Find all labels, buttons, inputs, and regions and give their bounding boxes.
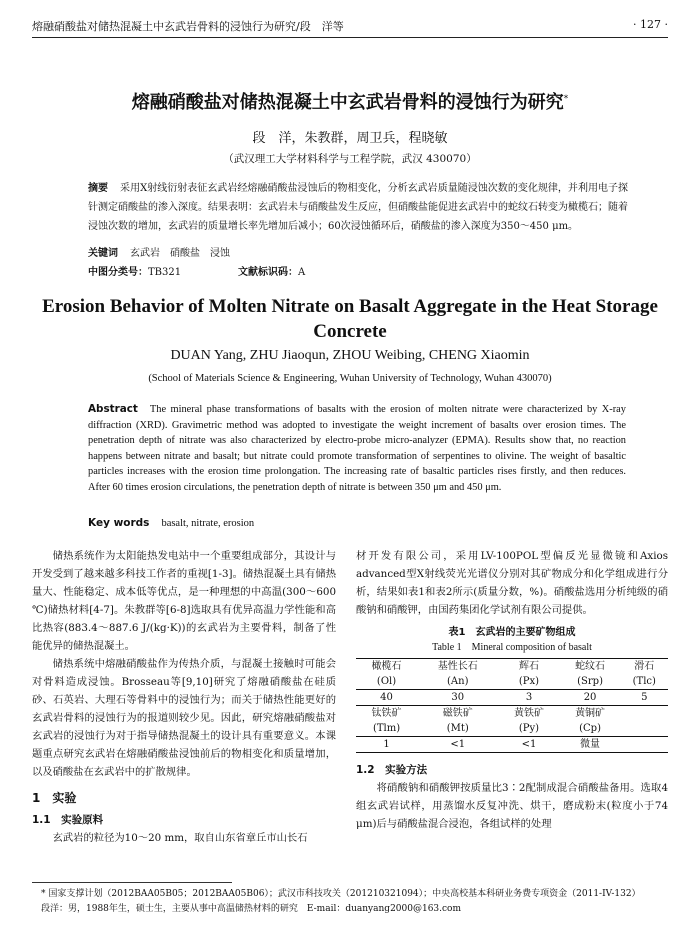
abstract-zh (88, 179, 628, 236)
clc-label: 中图分类号： (88, 267, 148, 278)
intro-paragraph-2: 储热系统中熔融硝酸盐作为传热介质，与混凝土接触时可能会对骨料造成浸蚀。Brosseau等[9,10]研究了熔融硝酸盐在硅质砂、石英岩、大理石等骨料中的浸蚀行为；而关于储热性能更好的玄武岩骨料的浸蚀行为的报道则较少见。因此，研究熔融硝酸盐对玄武岩的浸蚀行为对于指导储热混凝土的设计具有重要意义。本课题重点研究玄武岩在熔融硝酸盐浸蚀前后的物相变化和质量增加，以及硝酸盐在玄武岩中的扩散规律。 (32, 658, 336, 778)
table-cell: 1 (356, 737, 417, 753)
footnotes (32, 887, 668, 917)
table-row (356, 659, 668, 675)
table-row (356, 721, 668, 737)
table-cell: 基性长石 (417, 659, 498, 675)
running-head (32, 14, 668, 34)
keywords-zh-text: 玄武岩 硝酸盐 浸蚀 (130, 248, 230, 259)
title-footnote-mark: * (563, 94, 569, 104)
table-cell: 辉石 (498, 659, 559, 675)
body-left-column (32, 547, 336, 847)
affiliation-zh: （武汉理工大学材料科学与工程学院，武汉 430070） (223, 153, 477, 165)
running-head-title: 熔融硝酸盐对储热混凝土中玄武岩骨料的浸蚀行为研究/段 洋等 (32, 20, 344, 33)
doc-code-value: A (298, 267, 306, 278)
keywords-zh (88, 244, 628, 259)
table-cell: 40 (356, 690, 417, 706)
table-cell: 滑石 (621, 659, 668, 675)
table-cell: (Tlm) (372, 723, 401, 734)
doc-code (238, 263, 305, 278)
table-cell: (Ol) (376, 676, 397, 687)
table-cell: 蛇纹石 (560, 659, 621, 675)
table-cell: 5 (621, 690, 668, 706)
abstract-en-label: Abstract (88, 403, 138, 415)
table-cell: 橄榄石 (356, 659, 417, 675)
page-number: · 127 · (633, 18, 668, 31)
subsection-heading-method: 1.2 实验方法 (356, 764, 428, 776)
title-zh-text: 熔融硝酸盐对储热混凝土中玄武岩骨料的浸蚀行为研究 (131, 92, 564, 113)
abstract-en-text: The mineral phase transformations of basalts with the erosion of molten nitrate were characterized by X-ray diffraction (XRD). Gravimetric method was adopted to investigate the weight increment of basalts over erosion times. The penetration depth of nitrate was also characterized by electro-probe micro-analyzer (EPMA). Results show that, no reaction happens between nitrate and basalt; but nitrate could promote transformation of serpentines to olivine. The weight of basaltic particles increases with the erosion time prolongation. The increasing rate of basaltic particles rises firstly, and then reduces. After 60 times erosion circulations, the penetration depth of nitrate is between 350 μm and 450 μm. (88, 404, 626, 493)
abstract-zh-label: 摘要 (88, 183, 109, 194)
table-cell: 钛铁矿 (356, 706, 417, 722)
table-row (356, 706, 668, 722)
table-cell: <1 (417, 737, 498, 753)
table-cell: 20 (560, 690, 621, 706)
materials-paragraph-start: 玄武岩的粒径为10～20 mm，取自山东省章丘市山长石 (52, 832, 308, 844)
table-row (356, 690, 668, 706)
table-cell: (Cp) (579, 723, 601, 734)
authors-en: DUAN Yang, ZHU Jiaoqun, ZHOU Weibing, CHENG Xiaomin (170, 348, 530, 363)
doc-code-label: 文献标识码： (238, 267, 298, 278)
table-cell: (Mt) (446, 723, 469, 734)
table-cell (621, 706, 668, 722)
table-cell: (Srp) (577, 676, 603, 687)
header-rule (32, 37, 668, 38)
table-cell: 30 (417, 690, 498, 706)
table-cell (621, 721, 668, 737)
table-cell: 3 (498, 690, 559, 706)
footnote-rule (32, 882, 232, 883)
table-cell (621, 737, 668, 753)
keywords-zh-label: 关键词 (88, 248, 118, 259)
table-cell: 微量 (560, 737, 621, 753)
abstract-zh-text: 采用X射线衍射表征玄武岩经熔融硝酸盐浸蚀后的物相变化，分析玄武岩质量随浸蚀次数的变化规律，并利用电子探针测定硝酸盐的渗入深度。结果表明：玄武岩未与硝酸盐发生反应，但硝酸盐能促进玄武岩中的蛇纹石转变为橄榄石；随着浸蚀次数的增加，玄武岩的质量增长率先增加后减小；60次浸蚀循环后，硝酸盐的渗入深度为350～450 μm。 (88, 183, 629, 232)
table-cell: 磁铁矿 (417, 706, 498, 722)
materials-paragraph-cont: 材开发有限公司，采用LV-100POL型偏反光显微镜和Axios advanced型X射线荧光光谱仪分别对其矿物成分和化学组成进行分析，结果如表1和表2所示(质量分数，%)。硝酸盐选用分析纯级的硝酸钠和硝酸钾，由国药集团化学试剂有限公司提供。 (356, 550, 668, 616)
table1-caption-zh: 表1 玄武岩的主要矿物组成 (448, 627, 576, 638)
table-cell: 黄铁矿 (498, 706, 559, 722)
keywords-en-text: basalt, nitrate, erosion (161, 518, 255, 529)
table-cell: <1 (498, 737, 559, 753)
abstract-en (88, 402, 626, 496)
table-cell: (Py) (518, 723, 540, 734)
title-en: Erosion Behavior of Molten Nitrate on Basalt Aggregate in the Heat Storage Concrete (42, 296, 658, 342)
table1-mineral-composition (356, 658, 668, 753)
table-row (356, 737, 668, 753)
table-cell: (Tlc) (632, 676, 656, 687)
section-heading-experiment: 1 实验 (32, 791, 77, 805)
affiliation-en: (School of Materials Science & Engineering, Wuhan University of Technology, Wuhan 430070) (148, 373, 552, 384)
classification-line (88, 263, 628, 278)
author-footnote: 段洋：男，1988年生，硕士生，主要从事中高温储热材料的研究 E-mail：duanyang2000@163.com (41, 904, 462, 914)
table-cell: 黄铜矿 (560, 706, 621, 722)
authors-zh: 段 洋，朱教群，周卫兵，程晓敏 (252, 131, 448, 146)
keywords-en (88, 517, 628, 529)
intro-paragraph-1: 储热系统作为太阳能热发电站中一个重要组成部分，其设计与开发受到了越来越多科技工作者的重视[1-3]。储热混凝土具有储热量大、性能稳定、成本低等优点，是一种理想的中高温(300～600 ℃)储热材料[4-7]。朱教群等[6-8]选取具有优异高温力学性能和高比热容(883.4～887.6 J/(kg·K))的玄武岩为主要骨料，制备了性能优异的储热混凝土。 (32, 550, 336, 652)
table-cell: (Px) (518, 676, 540, 687)
table-cell: (An) (447, 676, 469, 687)
table-row (356, 674, 668, 690)
clc-value: TB321 (148, 267, 182, 278)
subsection-heading-materials: 1.1 实验原料 (32, 814, 104, 826)
title-zh (32, 88, 668, 114)
keywords-en-label: Key words (88, 517, 150, 529)
method-paragraph: 将硝酸钠和硝酸钾按质量比3∶2配制成混合硝酸盐备用。选取4组玄武岩试样，用蒸馏水反复冲洗、烘干，磨成粉末(粒度小于74 μm)后与硝酸盐混合浸泡，各组试样的处理 (356, 782, 668, 830)
body-right-column (356, 547, 668, 833)
funding-footnote: * 国家支撑计划（2012BAA05B05；2012BAA05B06）；武汉市科技攻关（201210321094）；中央高校基本科研业务费专项资金（2011-IV-132） (41, 889, 641, 899)
table1-caption-en: Table 1 Mineral composition of basalt (432, 642, 592, 653)
